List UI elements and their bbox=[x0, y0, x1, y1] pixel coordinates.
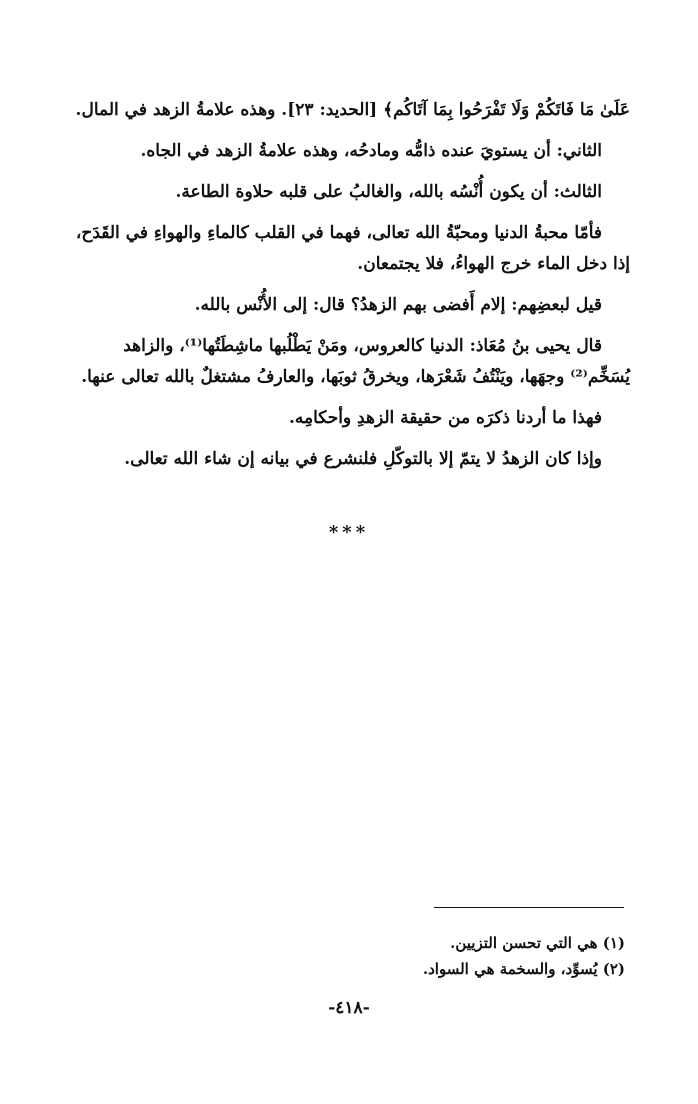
paragraph-4: فأمّا محبةُ الدنيا ومحبّةُ الله تعالى، فهما في القلب كالماءِ والهواءِ في القَدَح، إذا دخل الماء خرج الهواءُ، فلا يجتمعان. bbox=[75, 223, 630, 274]
page-number: -٤١٨- bbox=[328, 998, 370, 1018]
paragraph-7: فهذا ما أردنا ذكرَه من حقيقة الزهدِ وأحكامِه. bbox=[288, 408, 602, 428]
main-text bbox=[70, 95, 630, 485]
footnote-divider bbox=[434, 907, 624, 908]
footnotes bbox=[300, 930, 625, 982]
section-separator: *** bbox=[328, 522, 370, 543]
footnote-2: (٢) يُسوِّد، والسخمة هي السواد. bbox=[422, 960, 625, 978]
paragraph-6: قال يحيى بنُ مُعَاذ: الدنيا كالعروس، ومَنْ يَطْلُبها ماشِطَتُها⁽¹⁾، والزاهد يُسَخِّم⁽²⁾ وجهَها، ويَنْتُفُ شَعْرَها، ويخرقُ ثوبَها، والعارفُ مشتغلٌ بالله تعالى عنها. bbox=[81, 336, 630, 387]
footnote-1: (١) هي التي تحسن التزيين. bbox=[450, 934, 625, 952]
paragraph-5: قيل لبعضِهم: إلام أَفضى بهم الزهدُ؟ قال: إلى الأُنْس بالله. bbox=[194, 295, 602, 315]
paragraph-1: عَلَىٰ مَا فَاتَكُمْ وَلَا تَفْرَحُوا بِمَا آتَاكُم﴾ [الحديد: ٢٣]. وهذه علامةُ الزهد في المال. bbox=[75, 100, 630, 120]
paragraph-3: الثالث: أن يكون أُنْسُه بالله، والغالبُ على قلبه حلاوة الطاعة. bbox=[175, 182, 602, 202]
paragraph-8: وإذا كان الزهدُ لا يتمّ إلا بالتوكّلِ فلنشرع في بيانه إن شاء الله تعالى. bbox=[124, 449, 602, 469]
paragraph-2: الثاني: أن يستويَ عنده ذامُّه ومادحُه، وهذه علامةُ الزهد في الجاه. bbox=[140, 141, 602, 161]
